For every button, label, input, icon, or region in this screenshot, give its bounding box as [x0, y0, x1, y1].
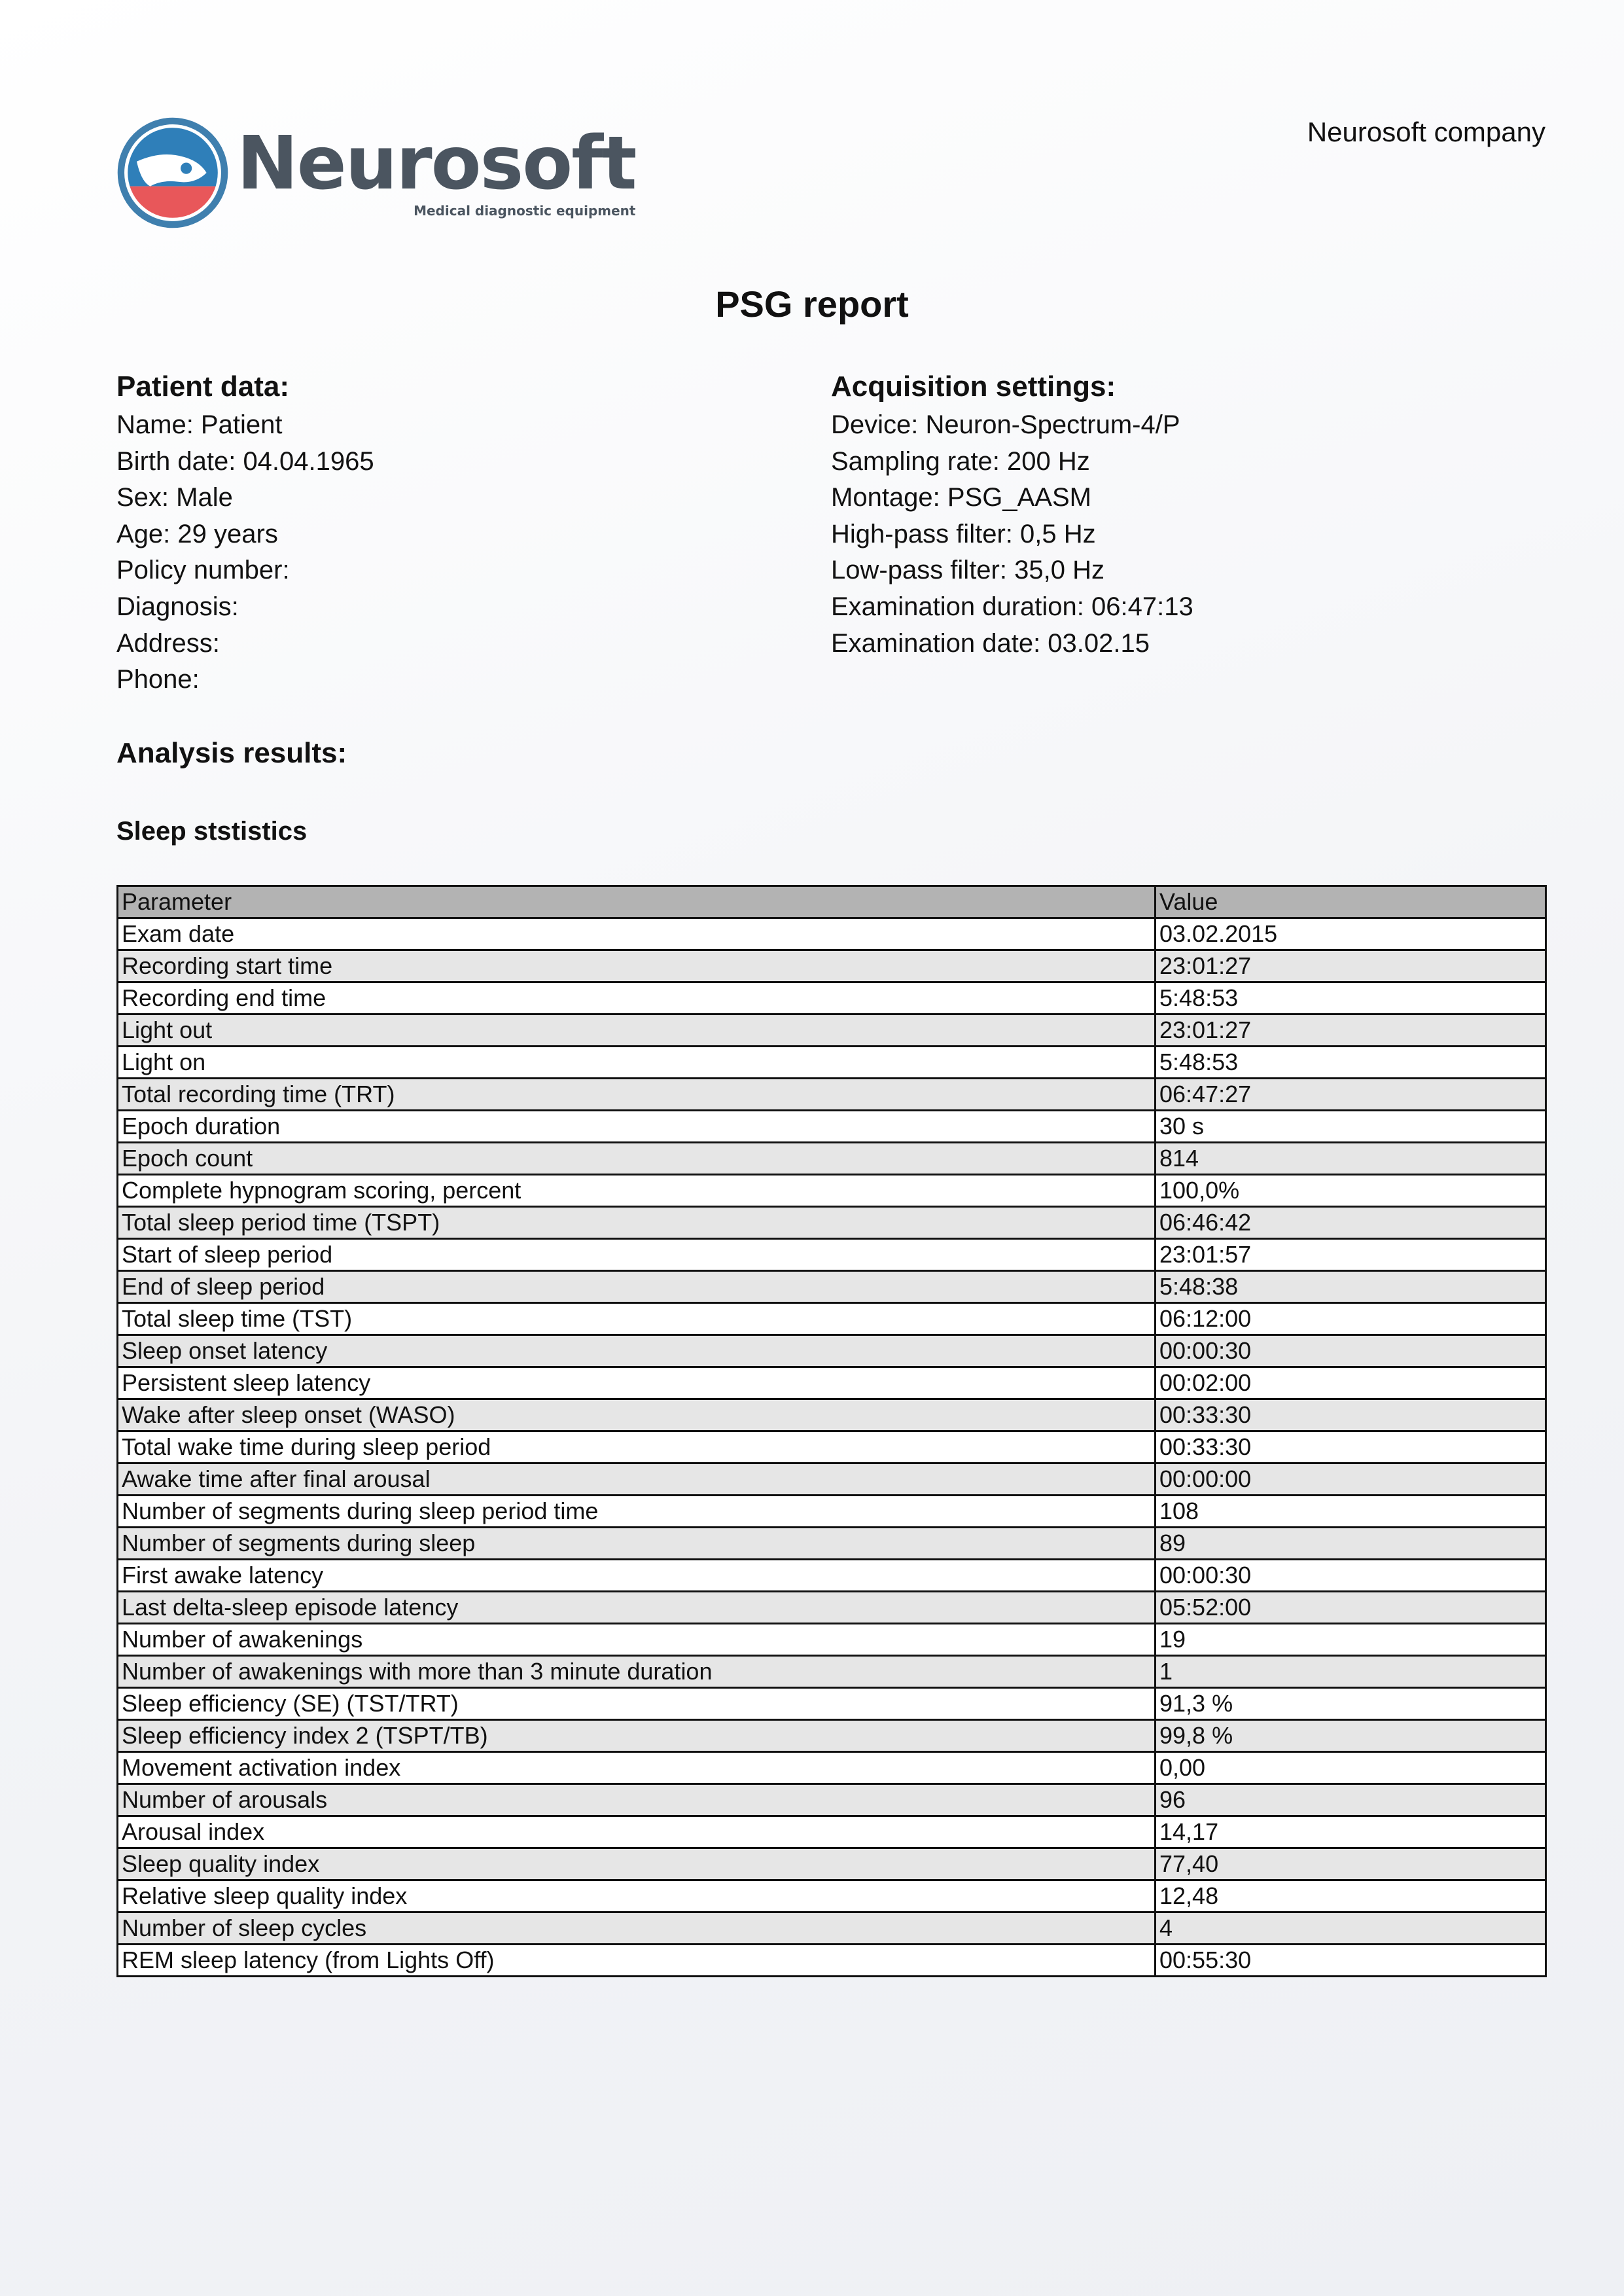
- value-cell: 06:47:27: [1156, 1079, 1546, 1111]
- page-title: PSG report: [715, 283, 909, 325]
- patient-sex: Sex: Male: [116, 483, 233, 512]
- parameter-cell: Recording start time: [118, 950, 1156, 982]
- table-row: [118, 1528, 1546, 1560]
- parameter-cell: Persistent sleep latency: [118, 1367, 1156, 1399]
- patient-data-section: [116, 367, 374, 698]
- parameter-cell: Total sleep period time (TSPT): [118, 1207, 1156, 1239]
- value-cell: 00:00:30: [1156, 1335, 1546, 1367]
- table-row: [118, 1656, 1546, 1688]
- logo-tagline: Medical diagnostic equipment: [414, 203, 636, 219]
- parameter-cell: Arousal index: [118, 1816, 1156, 1848]
- table-row: [118, 1848, 1546, 1880]
- table-row: [118, 1431, 1546, 1463]
- patient-name: Name: Patient: [116, 410, 283, 439]
- value-cell: 00:02:00: [1156, 1367, 1546, 1399]
- logo-emblem-icon: [116, 117, 229, 229]
- parameter-cell: Number of sleep cycles: [118, 1912, 1156, 1945]
- value-cell: 23:01:57: [1156, 1239, 1546, 1271]
- value-cell: 30 s: [1156, 1111, 1546, 1143]
- value-cell: 03.02.2015: [1156, 918, 1546, 950]
- acquisition-settings-section: [831, 367, 1193, 662]
- value-cell: 4: [1156, 1912, 1546, 1945]
- parameter-cell: Sleep efficiency index 2 (TSPT/TB): [118, 1720, 1156, 1752]
- parameter-cell: Awake time after final arousal: [118, 1463, 1156, 1496]
- analysis-results-heading: Analysis results:: [116, 737, 347, 769]
- table-row: [118, 1560, 1546, 1592]
- value-cell: 5:48:53: [1156, 982, 1546, 1014]
- table-row: [118, 1399, 1546, 1431]
- table-row: [118, 1784, 1546, 1816]
- parameter-cell: Relative sleep quality index: [118, 1880, 1156, 1912]
- parameter-cell: Number of arousals: [118, 1784, 1156, 1816]
- value-cell: 99,8 %: [1156, 1720, 1546, 1752]
- parameter-cell: Total recording time (TRT): [118, 1079, 1156, 1111]
- value-cell: 108: [1156, 1496, 1546, 1528]
- parameter-cell: Start of sleep period: [118, 1239, 1156, 1271]
- table-row: [118, 950, 1546, 982]
- value-cell: 19: [1156, 1624, 1546, 1656]
- value-cell: 00:33:30: [1156, 1431, 1546, 1463]
- value-cell: 00:00:00: [1156, 1463, 1546, 1496]
- table-row: [118, 1592, 1546, 1624]
- table-row: [118, 1335, 1546, 1367]
- acquisition-settings-heading: Acquisition settings:: [831, 370, 1116, 403]
- table-row: [118, 1752, 1546, 1784]
- parameter-cell: Sleep onset latency: [118, 1335, 1156, 1367]
- value-cell: 91,3 %: [1156, 1688, 1546, 1720]
- table-row: [118, 1079, 1546, 1111]
- value-cell: 06:12:00: [1156, 1303, 1546, 1335]
- table-row: [118, 1303, 1546, 1335]
- table-row: [118, 1720, 1546, 1752]
- table-row: [118, 1207, 1546, 1239]
- parameter-cell: Epoch count: [118, 1143, 1156, 1175]
- parameter-cell: Last delta-sleep episode latency: [118, 1592, 1156, 1624]
- value-cell: 100,0%: [1156, 1175, 1546, 1207]
- value-cell: 89: [1156, 1528, 1546, 1560]
- value-cell: 0,00: [1156, 1752, 1546, 1784]
- parameter-cell: End of sleep period: [118, 1271, 1156, 1303]
- table-row: [118, 1047, 1546, 1079]
- table-header-row: [118, 886, 1546, 918]
- parameter-cell: Recording end time: [118, 982, 1156, 1014]
- value-cell: 96: [1156, 1784, 1546, 1816]
- table-row: [118, 1624, 1546, 1656]
- table-row: [118, 982, 1546, 1014]
- parameter-cell: First awake latency: [118, 1560, 1156, 1592]
- table-row: [118, 1175, 1546, 1207]
- value-cell: 05:52:00: [1156, 1592, 1546, 1624]
- parameter-column-header: Parameter: [118, 886, 1156, 918]
- parameter-cell: Number of awakenings: [118, 1624, 1156, 1656]
- logo-wordmark: Neurosoft: [237, 121, 636, 206]
- patient-data-heading: Patient data:: [116, 370, 290, 403]
- table-row: [118, 1945, 1546, 1977]
- value-cell: 23:01:27: [1156, 950, 1546, 982]
- value-cell: 5:48:53: [1156, 1047, 1546, 1079]
- table-row: [118, 1880, 1546, 1912]
- table-row: [118, 1239, 1546, 1271]
- value-cell: 12,48: [1156, 1880, 1546, 1912]
- parameter-cell: Total sleep time (TST): [118, 1303, 1156, 1335]
- patient-address: Address:: [116, 628, 220, 658]
- table-row: [118, 1143, 1546, 1175]
- patient-policy-number: Policy number:: [116, 556, 290, 585]
- value-cell: 814: [1156, 1143, 1546, 1175]
- parameter-cell: REM sleep latency (from Lights Off): [118, 1945, 1156, 1977]
- value-cell: 00:55:30: [1156, 1945, 1546, 1977]
- parameter-cell: Number of awakenings with more than 3 minute duration: [118, 1656, 1156, 1688]
- acq-high-pass-filter: High-pass filter: 0,5 Hz: [831, 519, 1096, 548]
- acq-examination-duration: Examination duration: 06:47:13: [831, 592, 1193, 621]
- acq-montage: Montage: PSG_AASM: [831, 483, 1091, 512]
- table-row: [118, 1688, 1546, 1720]
- parameter-cell: Light on: [118, 1047, 1156, 1079]
- acq-sampling-rate: Sampling rate: 200 Hz: [831, 446, 1090, 476]
- table-row: [118, 1014, 1546, 1047]
- value-cell: 77,40: [1156, 1848, 1546, 1880]
- patient-phone: Phone:: [116, 665, 200, 694]
- parameter-cell: Number of segments during sleep: [118, 1528, 1156, 1560]
- value-cell: 1: [1156, 1656, 1546, 1688]
- table-row: [118, 1912, 1546, 1945]
- parameter-cell: Sleep quality index: [118, 1848, 1156, 1880]
- sleep-statistics-heading: Sleep ststistics: [116, 817, 308, 846]
- table-row: [118, 1816, 1546, 1848]
- company-name: Neurosoft company: [1307, 117, 1545, 147]
- value-cell: 14,17: [1156, 1816, 1546, 1848]
- parameter-cell: Movement activation index: [118, 1752, 1156, 1784]
- acq-examination-date: Examination date: 03.02.15: [831, 628, 1150, 658]
- value-cell: 00:33:30: [1156, 1399, 1546, 1431]
- patient-age: Age: 29 years: [116, 519, 278, 548]
- parameter-cell: Number of segments during sleep period time: [118, 1496, 1156, 1528]
- parameter-cell: Light out: [118, 1014, 1156, 1047]
- acq-device: Device: Neuron-Spectrum-4/P: [831, 410, 1180, 439]
- table-row: [118, 1463, 1546, 1496]
- patient-diagnosis: Diagnosis:: [116, 592, 239, 621]
- table-row: [118, 1367, 1546, 1399]
- table-row: [118, 1111, 1546, 1143]
- parameter-cell: Epoch duration: [118, 1111, 1156, 1143]
- table-row: [118, 1271, 1546, 1303]
- acq-low-pass-filter: Low-pass filter: 35,0 Hz: [831, 556, 1104, 585]
- parameter-cell: Complete hypnogram scoring, percent: [118, 1175, 1156, 1207]
- parameter-cell: Exam date: [118, 918, 1156, 950]
- value-column-header: Value: [1156, 886, 1546, 918]
- parameter-cell: Sleep efficiency (SE) (TST/TRT): [118, 1688, 1156, 1720]
- table-row: [118, 918, 1546, 950]
- table-row: [118, 1496, 1546, 1528]
- value-cell: 06:46:42: [1156, 1207, 1546, 1239]
- table-body: [118, 918, 1546, 1977]
- patient-birth-date: Birth date: 04.04.1965: [116, 446, 374, 476]
- value-cell: 5:48:38: [1156, 1271, 1546, 1303]
- parameter-cell: Wake after sleep onset (WASO): [118, 1399, 1156, 1431]
- value-cell: 23:01:27: [1156, 1014, 1546, 1047]
- value-cell: 00:00:30: [1156, 1560, 1546, 1592]
- neurosoft-logo: [116, 117, 635, 229]
- sleep-statistics-table: [116, 885, 1547, 1977]
- parameter-cell: Total wake time during sleep period: [118, 1431, 1156, 1463]
